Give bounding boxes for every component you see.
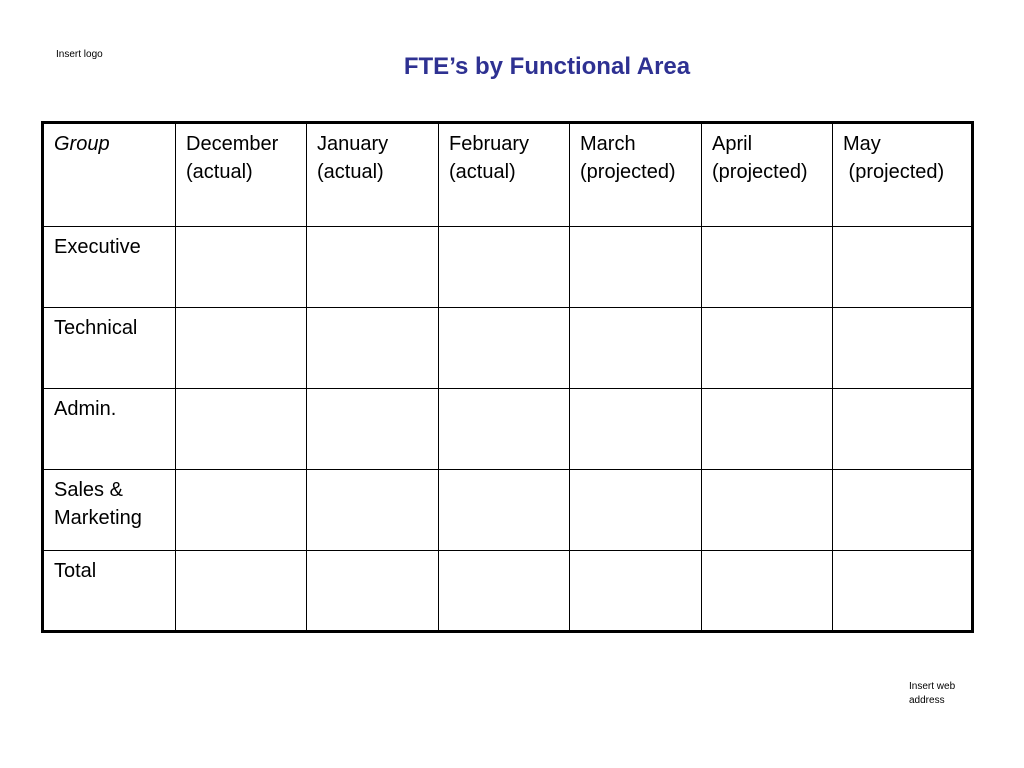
table-cell bbox=[307, 308, 439, 389]
table-cell bbox=[833, 308, 973, 389]
table-cell bbox=[702, 389, 833, 470]
table-cell bbox=[702, 227, 833, 308]
table-cell bbox=[307, 551, 439, 632]
table-cell bbox=[439, 308, 570, 389]
page-title: FTE’s by Functional Area bbox=[403, 53, 691, 80]
table-row-admin bbox=[43, 389, 973, 470]
month-status: (actual) bbox=[186, 161, 253, 183]
web-address-line: address bbox=[909, 695, 945, 706]
table-cell bbox=[307, 227, 439, 308]
month-status: (actual) bbox=[317, 161, 384, 183]
web-address-placeholder bbox=[909, 680, 979, 708]
row-label-executive: Executive bbox=[43, 227, 176, 308]
month-status: (projected) bbox=[843, 161, 945, 183]
table-cell bbox=[176, 470, 307, 551]
month-status: (projected) bbox=[580, 161, 676, 183]
month-status: (actual) bbox=[449, 161, 516, 183]
table-cell bbox=[176, 389, 307, 470]
table-cell bbox=[702, 470, 833, 551]
row-label-line: Marketing bbox=[54, 507, 142, 529]
table-cell bbox=[307, 389, 439, 470]
month-name: December bbox=[186, 133, 279, 155]
row-label-total: Total bbox=[43, 551, 176, 632]
table-cell bbox=[570, 470, 702, 551]
table-cell bbox=[176, 227, 307, 308]
table-row-technical bbox=[43, 308, 973, 389]
table-cell bbox=[570, 227, 702, 308]
table-cell bbox=[176, 551, 307, 632]
table-cell bbox=[833, 551, 973, 632]
column-header-march bbox=[570, 123, 702, 227]
column-header-group: Group bbox=[43, 123, 176, 227]
table-cell bbox=[833, 389, 973, 470]
column-header-april bbox=[702, 123, 833, 227]
table-cell bbox=[702, 551, 833, 632]
table-row-executive bbox=[43, 227, 973, 308]
table-cell bbox=[833, 470, 973, 551]
logo-placeholder: Insert logo bbox=[56, 49, 103, 60]
column-header-january bbox=[307, 123, 439, 227]
month-name: February bbox=[449, 133, 530, 155]
column-header-may bbox=[833, 123, 973, 227]
row-label-technical: Technical bbox=[43, 308, 176, 389]
month-name: May bbox=[843, 133, 881, 155]
column-header-december bbox=[176, 123, 307, 227]
month-name: January bbox=[317, 133, 389, 155]
month-name: April bbox=[712, 133, 753, 155]
table-row-sales-marketing bbox=[43, 470, 973, 551]
table-cell bbox=[439, 389, 570, 470]
fte-table bbox=[41, 121, 974, 633]
row-label-line: Sales & bbox=[54, 479, 123, 501]
table-cell bbox=[570, 389, 702, 470]
table-row-total bbox=[43, 551, 973, 632]
table-cell bbox=[439, 470, 570, 551]
table-cell bbox=[307, 470, 439, 551]
row-label-admin: Admin. bbox=[43, 389, 176, 470]
row-label-sales-marketing bbox=[43, 470, 176, 551]
table-cell bbox=[702, 308, 833, 389]
header-row bbox=[43, 123, 973, 227]
table-cell bbox=[570, 308, 702, 389]
table-cell bbox=[570, 551, 702, 632]
table-cell bbox=[439, 227, 570, 308]
month-status: (projected) bbox=[712, 161, 808, 183]
table-cell bbox=[176, 308, 307, 389]
table-cell bbox=[439, 551, 570, 632]
month-name: March bbox=[580, 133, 636, 155]
web-address-line: Insert web bbox=[909, 681, 956, 692]
column-header-february bbox=[439, 123, 570, 227]
table-cell bbox=[833, 227, 973, 308]
